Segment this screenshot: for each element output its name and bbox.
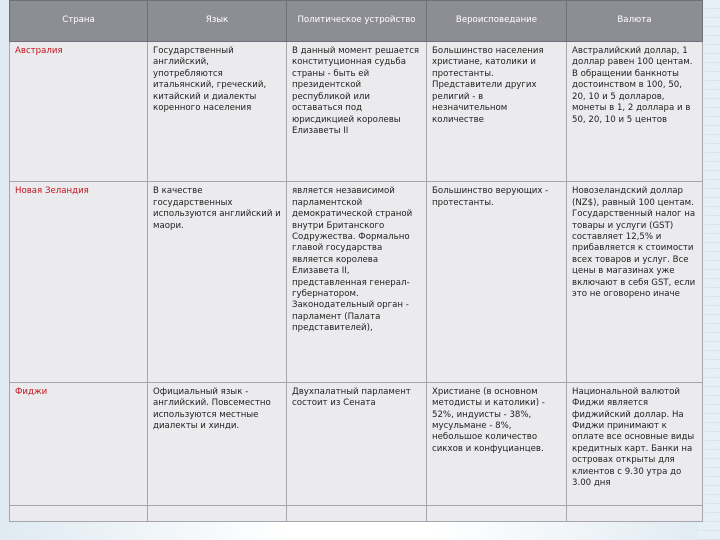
empty-cell [287,506,427,522]
cell-country: Австралия [10,42,148,182]
cell-religion: Большинство верующих - протестанты. [427,182,567,383]
table-row [10,42,703,182]
header-country: Страна [10,1,148,42]
header-language: Язык [148,1,287,42]
cell-politics: Двухпалатный парламент состоит из Сената [287,382,427,506]
cell-currency: Австралийский доллар, 1 доллар равен 100 центам. В обращении банкноты достоинством в 100, 50, 20, 10 и 5 долларов, монеты в 1, 2 доллара и в 50, 20, 10 и 5 центов [567,42,703,182]
countries-table [9,0,703,522]
empty-cell [567,506,703,522]
empty-cell [427,506,567,522]
header-religion: Вероисповедание [427,1,567,42]
cell-politics: В данный момент решается конституционная судьба страны - быть ей президентской республикой или оставаться под юрисдикцией королевы Елизаветы II [287,42,427,182]
table-row [10,182,703,383]
table-row [10,382,703,506]
cell-language: Официальный язык - английский. Повсеместно используются местные диалекты и хинди. [148,382,287,506]
cell-language: В качестве государственных используются английский и маори. [148,182,287,383]
cell-country: Новая Зеландия [10,182,148,383]
cell-politics: является независимой парламентской демократической страной внутри Британского Содружества. Формально главой государства является королева Елизавета II, представленная генерал-губернатором. Законодательный орган - парламент (Палата представителей), [287,182,427,383]
empty-cell [10,506,148,522]
cell-religion: Большинство населения христиане, католики и протестанты. Представители других религий - в незначительном количестве [427,42,567,182]
empty-cell [148,506,287,522]
cell-religion: Христиане (в основном методисты и католики) - 52%, индуисты - 38%, мусульмане - 8%, небольшое количество сикхов и конфуцианцев. [427,382,567,506]
header-currency: Валюта [567,1,703,42]
cell-currency: Национальной валютой Фиджи является фиджийский доллар. На Фиджи принимают к оплате все основные виды кредитных карт. Банки на островах открыты для клиентов с 9.30 утра до 3.00 дня [567,382,703,506]
table-header-row [10,1,703,42]
table-row-empty [10,506,703,522]
cell-country: Фиджи [10,382,148,506]
header-politics: Политическое устройство [287,1,427,42]
cell-currency: Новозеландский доллар (NZ$), равный 100 центам. Государственный налог на товары и услуги (GST) составляет 12,5% и прибавляется к стоимости всех товаров и услуг. Все цены в магазинах уже включают в себя GST, если это не оговорено иначе [567,182,703,383]
cell-language: Государственный английский, употребляются итальянский, греческий, китайский и диалекты коренного населения [148,42,287,182]
